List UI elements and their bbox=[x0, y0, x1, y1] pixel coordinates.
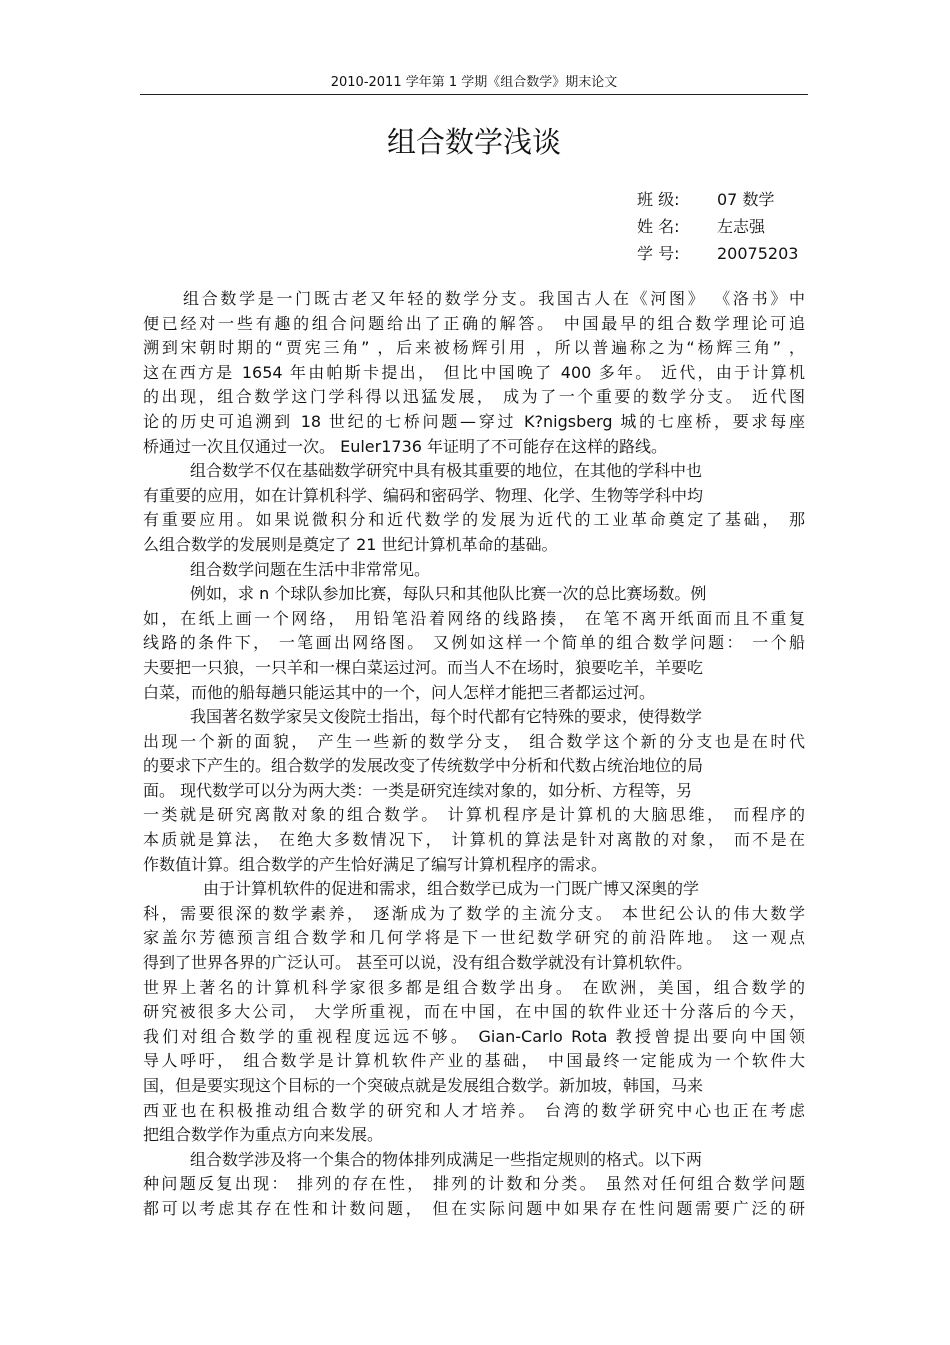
text-line: 白菜，而他的船每趟只能运其中的一个，问人怎样才能把三者都运过河。 bbox=[143, 682, 656, 702]
text-line: 我们对组合数学的重视程度远远不够。 Gian-Carlo Rota 教授曾提出要向中国领 bbox=[143, 1026, 805, 1046]
text-line: 有重要的应用，如在计算机科学、编码和密码学、物理、化学、生物等学科中均 bbox=[143, 485, 704, 505]
info-value: 20075203 bbox=[717, 244, 799, 263]
text-line: 有重要应用。如果说微积分和近代数学的发展为近代的工业革命奠定了基础， 那 bbox=[143, 510, 805, 530]
text-line: 作数值计算。组合数学的产生恰好满足了编写计算机程序的需求。 bbox=[143, 854, 608, 874]
text-line: 如，在纸上画一个网络， 用铅笔沿着网络的线路揍， 在笔不离开纸面而且不重复 bbox=[143, 608, 805, 628]
info-label: 姓 名: bbox=[637, 217, 680, 236]
text-line: 科，需要很深的数学素养， 逐渐成为了数学的主流分支。 本世纪公认的伟大数学 bbox=[143, 903, 805, 923]
header-divider bbox=[140, 94, 808, 95]
info-row-student-id bbox=[637, 240, 807, 267]
info-label: 学 号: bbox=[637, 244, 680, 263]
text-line: 的出现，组合数学这门学科得以迅猛发展， 成为了一个重要的数学分支。 近代图 bbox=[143, 387, 805, 407]
text-line: 例如，求 n 个球队参加比赛，每队只和其他队比赛一次的总比赛场数。例 bbox=[190, 584, 707, 604]
text-line: 我国著名数学家吴文俊院士指出，每个时代都有它特殊的要求，使得数学 bbox=[190, 707, 703, 727]
text-line: 世界上著名的计算机科学家很多都是组合数学出身。 在欧洲，美国，组合数学的 bbox=[143, 977, 805, 997]
page-title: 组合数学浅谈 bbox=[386, 125, 561, 159]
text-line: 溯到宋朝时期的“贾宪三角” ，后来被杨辉引用 ，所以普遍称之为“杨辉三角” ， bbox=[143, 338, 805, 358]
text-line: 一类就是研究离散对象的组合数学。 计算机程序是计算机的大脑思维， 而程序的 bbox=[143, 805, 805, 825]
text-line: 组合数学问题在生活中非常常见。 bbox=[190, 559, 431, 579]
info-label: 班 级: bbox=[637, 190, 680, 209]
text-line: 的要求下产生的。组合数学的发展改变了传统数学中分析和代数占统治地位的局 bbox=[143, 756, 704, 776]
text-line: 本质就是算法， 在绝大多数情况下， 计算机的算法是针对离散的对象， 而不是在 bbox=[143, 830, 805, 850]
text-line: 出现一个新的面貌， 产生一些新的数学分支， 组合数学这个新的分支也是在时代 bbox=[143, 731, 805, 751]
text-line: 么组合数学的发展则是奠定了 21 世纪计算机革命的基础。 bbox=[143, 534, 558, 554]
text-line: 由于计算机软件的促进和需求，组合数学已成为一门既广博又深奥的学 bbox=[203, 879, 700, 899]
info-value: 07 数学 bbox=[717, 190, 775, 209]
info-row-class bbox=[637, 186, 807, 213]
text-line: 研究被很多大公司， 大学所重视，而在中国，在中国的软件业还十分落后的今天， bbox=[143, 1002, 805, 1022]
text-line: 这在西方是 1654 年由帕斯卡提出， 但比中国晚了 400 多年。 近代，由于计算机 bbox=[143, 362, 805, 382]
text-line: 西亚也在积极推动组合数学的研究和人才培养。 台湾的数学研究中心也正在考虑 bbox=[143, 1100, 805, 1120]
author-info bbox=[637, 186, 807, 267]
text-line: 便已经对一些有趣的组合问题给出了正确的解答。 中国最早的组合数学理论可追 bbox=[143, 313, 805, 333]
text-line: 夫要把一只狼，一只羊和一棵白菜运过河。而当人不在场时，狼要吃羊，羊要吃 bbox=[143, 657, 704, 677]
text-line: 导人呼吁， 组合数学是计算机软件产业的基础， 中国最终一定能成为一个软件大 bbox=[143, 1051, 805, 1071]
body-text bbox=[143, 287, 805, 1222]
text-line: 线路的条件下， 一笔画出网络图。 又例如这样一个简单的组合数学问题： 一个船 bbox=[143, 633, 805, 653]
text-line: 国，但是要实现这个目标的一个突破点就是发展组合数学。新加坡，韩国，马来 bbox=[143, 1076, 704, 1095]
text-line: 组合数学涉及将一个集合的物体排列成满足一些指定规则的格式。以下两 bbox=[190, 1149, 703, 1169]
text-line: 种问题反复出现： 排列的存在性， 排列的计数和分类。 虽然对任何组合数学问题 bbox=[143, 1174, 805, 1194]
text-line: 论的历史可追溯到 18 世纪的七桥问题—穿过 K?nigsberg 城的七座桥，要求每座 bbox=[143, 411, 805, 431]
text-line: 组合数学是一门既古老又年轻的数学分支。我国古人在《河图》 《洛书》中 bbox=[183, 289, 805, 308]
text-line: 都可以考虑其存在性和计数问题， 但在实际问题中如果存在性问题需要广泛的研 bbox=[143, 1198, 805, 1218]
info-row-name bbox=[637, 213, 807, 240]
text-line: 家盖尔芳德预言组合数学和几何学将是下一世纪数学研究的前沿阵地。 这一观点 bbox=[143, 928, 805, 948]
info-value: 左志强 bbox=[717, 217, 766, 236]
text-line: 面。 现代数学可以分为两大类：一类是研究连续对象的，如分析、方程等，另 bbox=[143, 780, 693, 800]
text-line: 组合数学不仅在基础数学研究中具有极其重要的地位，在其他的学科中也 bbox=[190, 461, 703, 481]
text-line: 得到了世界各界的广泛认可。 甚至可以说，没有组合数学就没有计算机软件。 bbox=[143, 953, 693, 973]
text-line: 把组合数学作为重点方向来发展。 bbox=[143, 1125, 384, 1145]
text-line: 桥通过一次且仅通过一次。 Euler1736 年证明了不可能存在这样的路线。 bbox=[143, 436, 668, 456]
running-header: 2010-2011 学年第 1 学期《组合数学》期末论文 bbox=[330, 75, 618, 90]
